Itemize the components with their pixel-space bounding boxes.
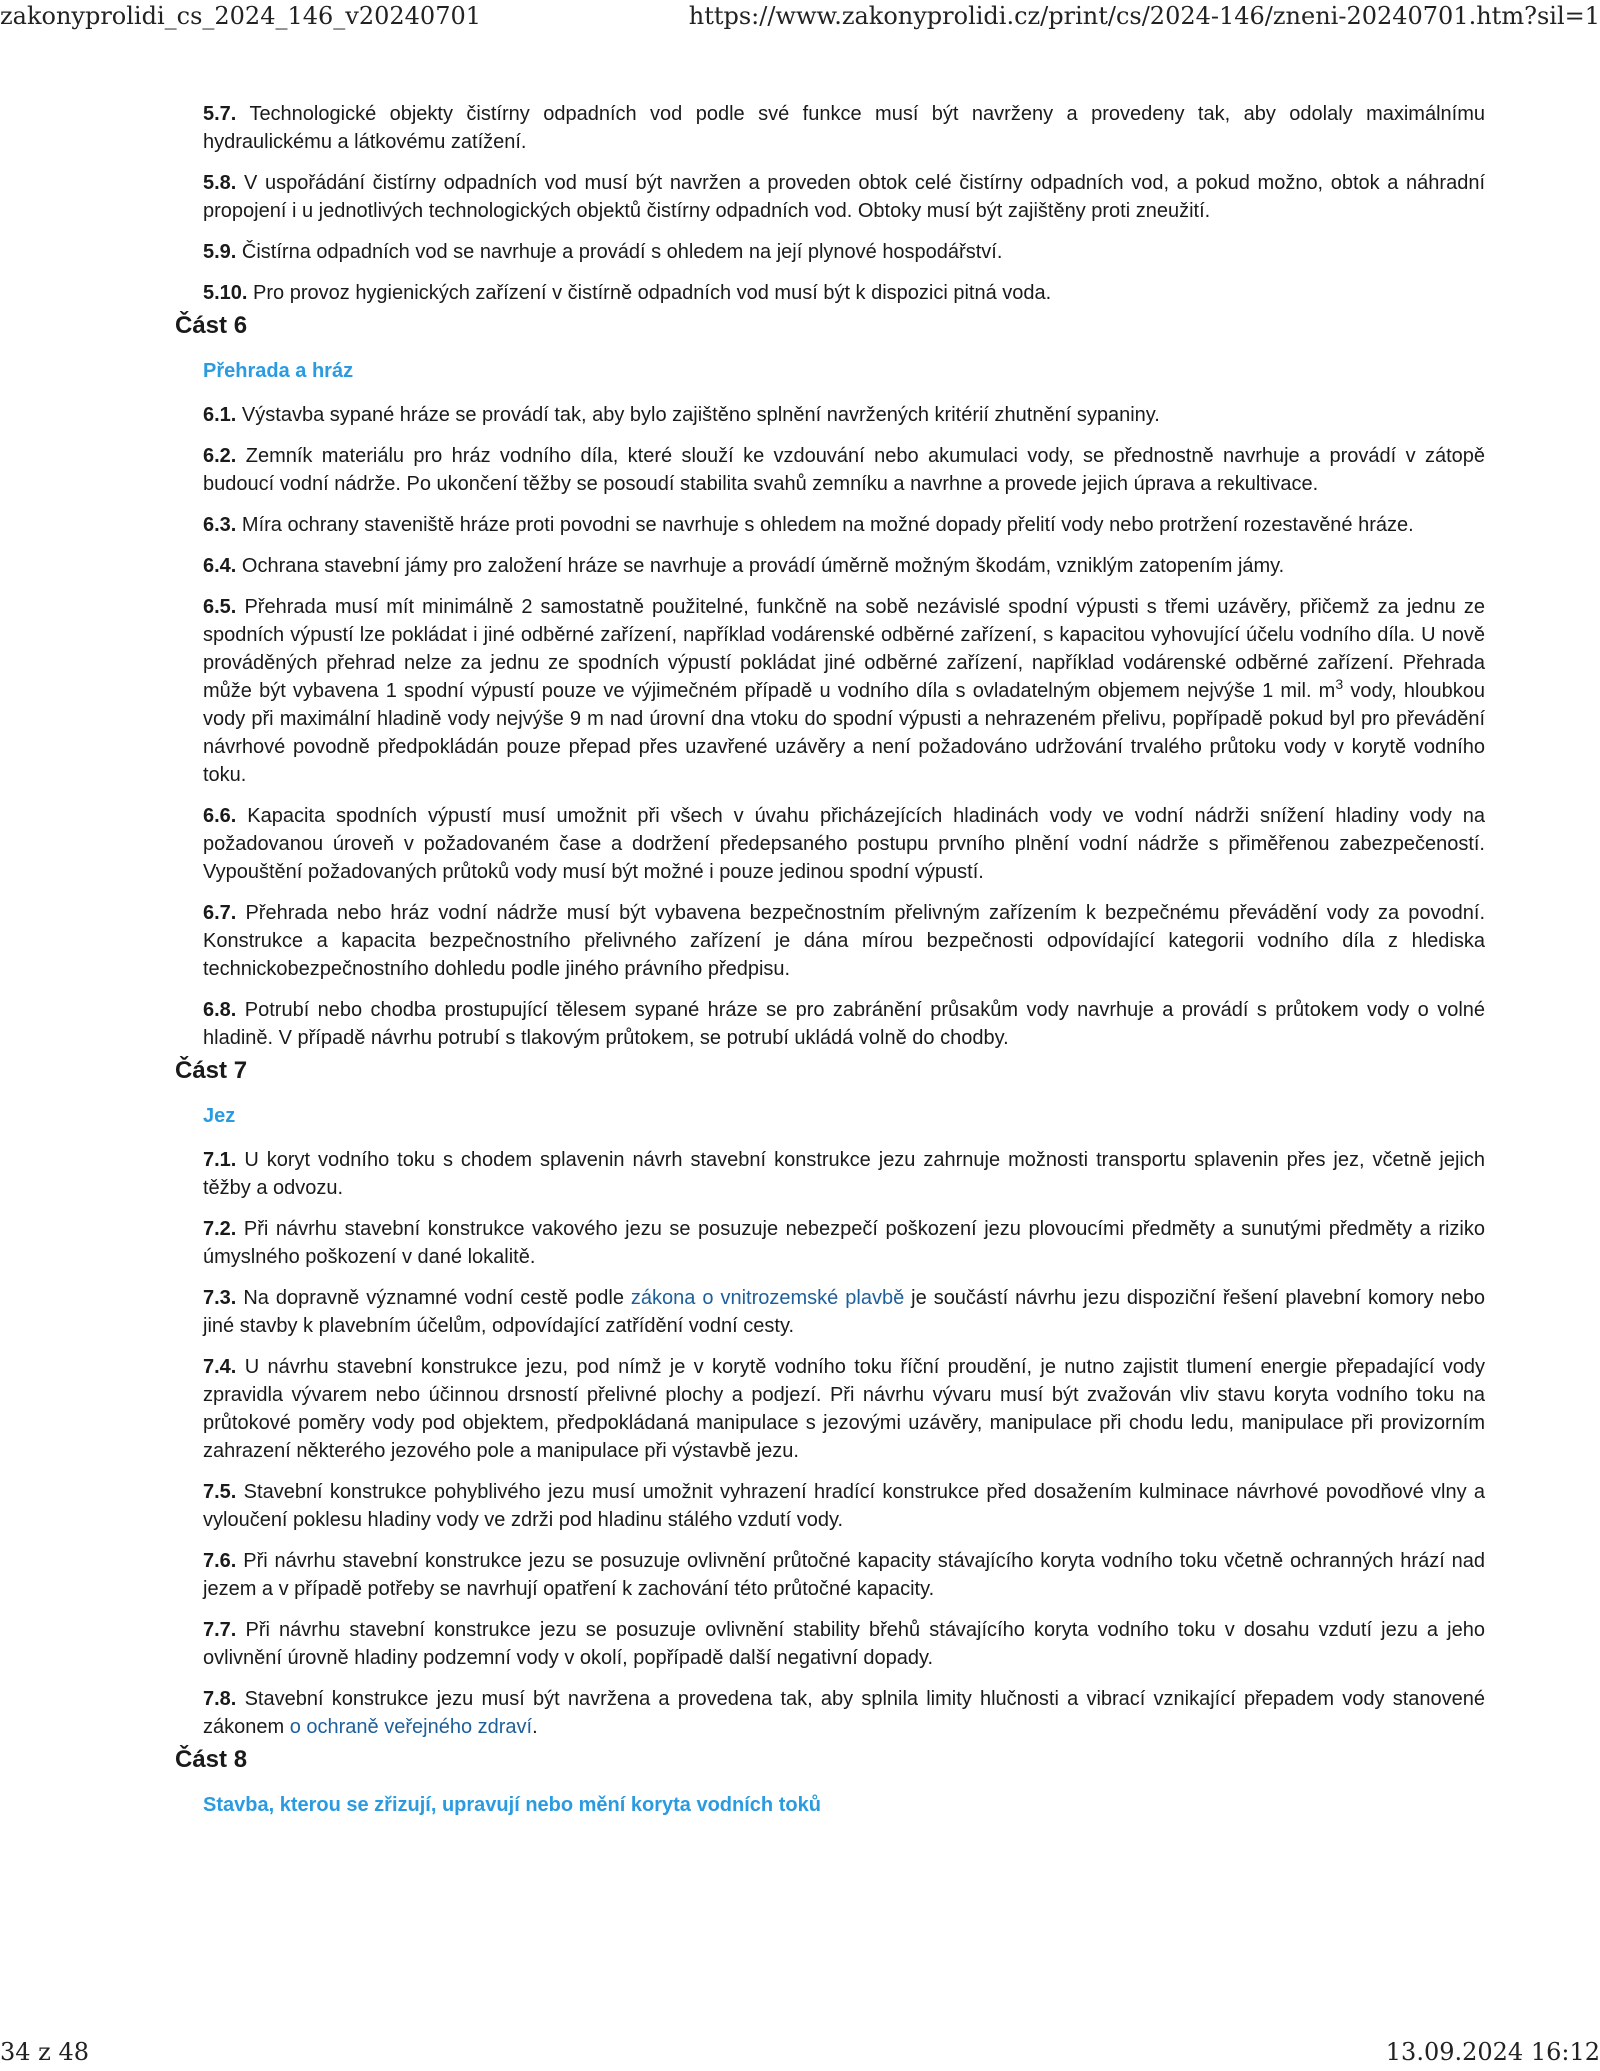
paragraph-text: Míra ochrany staveniště hráze proti povodni se navrhuje s ohledem na možné dopady přelití vody nebo protržení rozestavěné hráze. <box>241 514 1414 536</box>
paragraph-number: 5.10. <box>203 282 248 304</box>
paragraph-number: 7.5. <box>203 1481 237 1503</box>
part-7-heading: Část 7 <box>175 1057 248 1084</box>
paragraph-text: Na dopravně významné vodní cestě podle <box>243 1287 631 1309</box>
paragraph-text: Kapacita spodních výpustí musí umožnit při všech v úvahu přicházejících hladinách vody ve vodní nádrži snížení hladiny vody na požadovanou úroveň v požadovaném čase a dodržení předepsaného postupu prvního plnění vodní nádrže s přiměřenou zabezpečeností. Vypouštění požadovaných průtoků vody musí být možné i pouze jedinou spodní výpustí. <box>203 805 1485 883</box>
paragraph-number: 7.8. <box>203 1688 237 1710</box>
paragraph-6-5 <box>203 593 1485 789</box>
paragraph-text: Při návrhu stavební konstrukce jezu se posuzuje ovlivnění stability břehů stávajícího koryta vodního toku v dosahu vzdutí jezu a jeho ovlivnění úrovně hladiny podzemní vody v okolí, popřípadě další negativní dopady. <box>203 1619 1485 1669</box>
paragraph-text: Čistírna odpadních vod se navrhuje a provádí s ohledem na její plynové hospodářství. <box>241 241 1003 263</box>
part-6-title: Přehrada a hráz <box>203 360 354 382</box>
paragraph-7-3 <box>203 1284 1485 1340</box>
paragraph-text: Přehrada musí mít minimálně 2 samostatně použitelné, funkčně na sobě nezávislé spodní výpusti s třemi uzávěry, přičemž za jednu ze spodních výpustí lze pokládat i jiné odběrné zařízení, například vodárenské odběrné zařízení, s kapacitou vyhovující účelu vodního díla. U nově prováděných přehrad nelze za jednu ze spodních výpustí pokládat jiné odběrné zařízení, například vodárenské odběrné zařízení. Přehrada může být vybavena 1 spodní výpustí pouze ve výjimečném případě u vodního díla s ovladatelným objemem nejvýše 1 mil. m <box>203 596 1485 702</box>
paragraph-7-6 <box>203 1547 1485 1603</box>
paragraph-7-1 <box>203 1146 1485 1202</box>
paragraph-6-6 <box>203 802 1485 886</box>
footer-timestamp: 13.09.2024 16:12 <box>1385 2038 1600 2066</box>
paragraph-text: Potrubí nebo chodba prostupující tělesem sypané hráze se pro zabránění průsakům vody navrhuje a provádí s průtokem vody o volné hladině. V případě návrhu potrubí s tlakovým průtokem, se potrubí ukládá volně do chodby. <box>203 999 1486 1049</box>
paragraph-number: 7.7. <box>203 1619 237 1641</box>
part-8-title: Stavba, kterou se zřizují, upravují nebo mění koryta vodních toků <box>203 1794 821 1816</box>
paragraph-number: 7.3. <box>203 1287 237 1309</box>
footer-page-number: 34 z 48 <box>0 2038 89 2066</box>
part-8-heading: Část 8 <box>175 1746 248 1773</box>
paragraph-text: Technologické objekty čistírny odpadních vod podle své funkce musí být navrženy a provedeny tak, aby odolaly maximálnímu hydraulickému a látkovému zatížení. <box>203 103 1485 153</box>
paragraph-text: Při návrhu stavební konstrukce jezu se posuzuje ovlivnění průtočné kapacity stávajícího koryta vodního toku včetně ochranných hrází nad jezem a v případě potřeby se navrhují opatření k zachování této průtočné kapacity. <box>203 1550 1485 1600</box>
paragraph-text-continued: vody, hloubkou vody při maximální hladině vody nejvýše 9 m nad úrovní dna vtoku do spodní výpusti a nehrazeném přelivu, popřípadě pokud byl pro převádění návrhové povodně předpokládán pouze přepad přes uzavřené uzávěry a není požadováno udržování trvalého průtoku vody v korytě vodního toku. <box>203 680 1485 786</box>
paragraph-text: V uspořádání čistírny odpadních vod musí být navržen a proveden obtok celé čistírny odpadních vod, a pokud možno, obtok a náhradní propojení i u jednotlivých technologických objektů čistírny odpadních vod. Obtoky musí být zajištěny proti zneužití. <box>203 172 1485 222</box>
paragraph-number: 5.7. <box>203 103 237 125</box>
paragraph-6-2 <box>203 442 1485 498</box>
paragraph-5-8 <box>203 169 1485 225</box>
paragraph-5-7 <box>203 100 1485 156</box>
header-document-id: zakonyprolidi_cs_2024_146_v20240701 <box>0 2 481 30</box>
paragraph-number: 6.5. <box>203 596 237 618</box>
paragraph-number: 6.8. <box>203 999 237 1021</box>
paragraph-6-1 <box>203 401 1485 429</box>
superscript-cubic: 3 <box>1335 676 1344 692</box>
paragraph-text-continued: . <box>532 1716 538 1738</box>
paragraph-number: 7.1. <box>203 1149 237 1171</box>
paragraph-text: Přehrada nebo hráz vodní nádrže musí být vybavena bezpečnostním přelivným zařízením k bezpečnému převádění vody za povodní. Konstrukce a kapacita bezpečnostního přelivného zařízení je dána mírou bezpečnosti odpovídající kategorii vodního díla z hlediska technickobezpečnostního dohledu podle jiného právního předpisu. <box>203 902 1485 980</box>
paragraph-text: Stavební konstrukce jezu musí být navržena a provedena tak, aby splnila limity hlučnosti a vibrací vznikající přepadem vody stanovené zákonem <box>203 1688 1485 1738</box>
paragraph-6-4 <box>203 552 1485 580</box>
law-link-public-health[interactable]: o ochraně veřejného zdraví <box>289 1716 533 1738</box>
paragraph-7-2 <box>203 1215 1485 1271</box>
paragraph-7-4 <box>203 1353 1485 1465</box>
paragraph-7-5 <box>203 1478 1485 1534</box>
paragraph-text: U návrhu stavební konstrukce jezu, pod nímž je v korytě vodního toku říční proudění, je nutno zajistit tlumení energie přepadající vody zpravidla vývarem nebo účinnou drsností přelivné plochy a podjezí. Při návrhu vývaru musí být zvažován vliv stavu koryta vodního toku na průtokové poměry vody pod objektem, předpokládaná manipulace s jezovými uzávěry, manipulace při chodu ledu, manipulace při provizorním zahrazení některého jezového pole a manipulace při výstavbě jezu. <box>203 1356 1485 1462</box>
law-link-inland-navigation[interactable]: zákona o vnitrozemské plavbě <box>630 1287 905 1309</box>
paragraph-text: Při návrhu stavební konstrukce vakového jezu se posuzuje nebezpečí poškození jezu plovoucími předměty a sunutými předměty a riziko úmyslného poškození v dané lokalitě. <box>203 1218 1485 1268</box>
paragraph-6-8 <box>203 996 1485 1052</box>
paragraph-7-8 <box>203 1685 1485 1741</box>
header-url: https://www.zakonyprolidi.cz/print/cs/2024-146/zneni-20240701.htm?sil=1 <box>688 2 1600 30</box>
paragraph-text: U koryt vodního toku s chodem splavenin návrh stavební konstrukce jezu zahrnuje možnosti transportu splavenin přes jez, včetně jejich těžby a odvozu. <box>203 1149 1485 1199</box>
paragraph-number: 6.6. <box>203 805 237 827</box>
paragraph-5-10 <box>203 279 1485 307</box>
paragraph-text: Výstavba sypané hráze se provádí tak, aby bylo zajištěno splnění navržených kritérií zhutnění sypaniny. <box>241 404 1160 426</box>
paragraph-text: Stavební konstrukce pohyblivého jezu musí umožnit vyhrazení hradící konstrukce před dosažením kulminace návrhové povodňové vlny a vyloučení poklesu hladiny vody ve zdrži pod hladinu stálého vzdutí vody. <box>203 1481 1485 1531</box>
paragraph-number: 5.9. <box>203 241 237 263</box>
paragraph-number: 6.3. <box>203 514 237 536</box>
paragraph-number: 7.6. <box>203 1550 237 1572</box>
paragraph-7-7 <box>203 1616 1485 1672</box>
paragraph-6-7 <box>203 899 1485 983</box>
paragraph-number: 6.2. <box>203 445 237 467</box>
paragraph-text: Ochrana stavební jámy pro založení hráze se navrhuje a provádí úměrně možným škodám, vzniklým zatopením jámy. <box>241 555 1285 577</box>
paragraph-number: 6.4. <box>203 555 237 577</box>
paragraph-number: 7.2. <box>203 1218 237 1240</box>
paragraph-number: 7.4. <box>203 1356 237 1378</box>
paragraph-number: 6.1. <box>203 404 237 426</box>
paragraph-6-3 <box>203 511 1485 539</box>
part-6-heading: Část 6 <box>175 312 248 339</box>
document-body <box>175 100 1485 1835</box>
paragraph-number: 6.7. <box>203 902 237 924</box>
part-7-title: Jez <box>203 1105 236 1127</box>
paragraph-text-continued: je součástí návrhu jezu dispoziční řešení plavební komory nebo jiné stavby k plavebním účelům, odpovídající zatřídění vodní cesty. <box>203 1287 1485 1337</box>
paragraph-number: 5.8. <box>203 172 237 194</box>
paragraph-text: Pro provoz hygienických zařízení v čistírně odpadních vod musí být k dispozici pitná voda. <box>253 282 1052 304</box>
paragraph-5-9 <box>203 238 1485 266</box>
paragraph-text: Zemník materiálu pro hráz vodního díla, které slouží ke vzdouvání nebo akumulaci vody, se přednostně navrhuje a provádí v zátopě budoucí vodní nádrže. Po ukončení těžby se posoudí stabilita svahů zemníku a navrhne a provede jejich úprava a rekultivace. <box>203 445 1486 495</box>
